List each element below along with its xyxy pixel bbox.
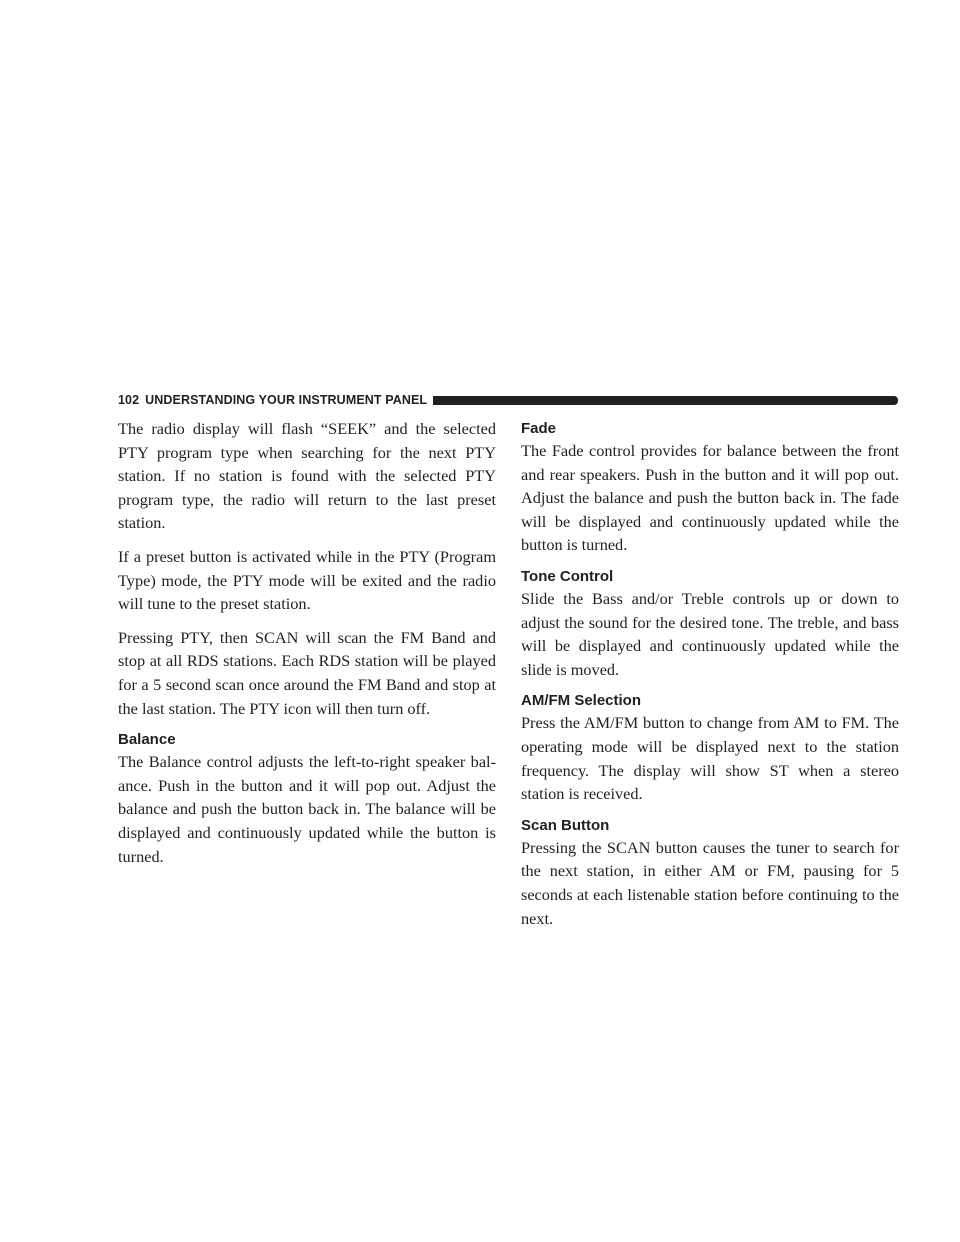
fade-text: The Fade control provides for balance between the front and rear speakers. Push in the button and it will pop out. Adjust the balance and push the button back in. The fade will be displayed and continuously updated while the button is turned. xyxy=(521,441,899,555)
tone-control-heading: Tone Control xyxy=(521,567,614,585)
section-title: UNDERSTANDING YOUR INSTRUMENT PANEL xyxy=(145,393,428,407)
right-column xyxy=(521,417,899,940)
am-fm-selection-text: Press the AM/FM button to change from AM to FM. The operating mode will be displayed next to the station frequency. The display will show ST when a stereo station is received. xyxy=(521,713,899,804)
page-header xyxy=(118,392,898,408)
page-number: 102 xyxy=(118,393,140,407)
paragraph-pty-seek: The radio display will flash “SEEK” and the selected PTY program type when searching for the next PTY station. If no station is found with the selected PTY program type, the radio will return to the last preset station. xyxy=(118,419,496,533)
am-fm-selection-heading: AM/FM Selection xyxy=(521,692,642,710)
scan-button-text: Pressing the SCAN button causes the tuner to search for the next station, in either AM or FM, pausing for 5 seconds at each listenable station before continuing to the next. xyxy=(521,837,899,928)
balance-heading: Balance xyxy=(118,731,176,749)
fade-heading: Fade xyxy=(521,420,557,437)
tone-control-text: Slide the Bass and/or Treble controls up or down to adjust the sound for the desired tone. The treble, and bass will be displayed and continuously updated while the slide is moved. xyxy=(521,588,899,679)
paragraph-pty-preset: If a preset button is activated while in the PTY (Program Type) mode, the PTY mode will be exited and the radio will tune to the preset station. xyxy=(118,546,496,614)
left-column xyxy=(118,417,496,878)
balance-text: The Balance control adjusts the left-to-right speaker bal-ance. Push in the button and it will pop out. Adjust the balance and push the button back in. The balance will be displayed and continuously updated while the button is turned. xyxy=(118,752,496,866)
paragraph-pty-scan: Pressing PTY, then SCAN will scan the FM Band and stop at all RDS stations. Each RDS station will be played for a 5 second scan once around the FM Band and stop at the last station. The PTY icon will then turn off. xyxy=(118,627,496,718)
header-rule xyxy=(433,396,898,405)
scan-button-heading: Scan Button xyxy=(521,816,610,834)
